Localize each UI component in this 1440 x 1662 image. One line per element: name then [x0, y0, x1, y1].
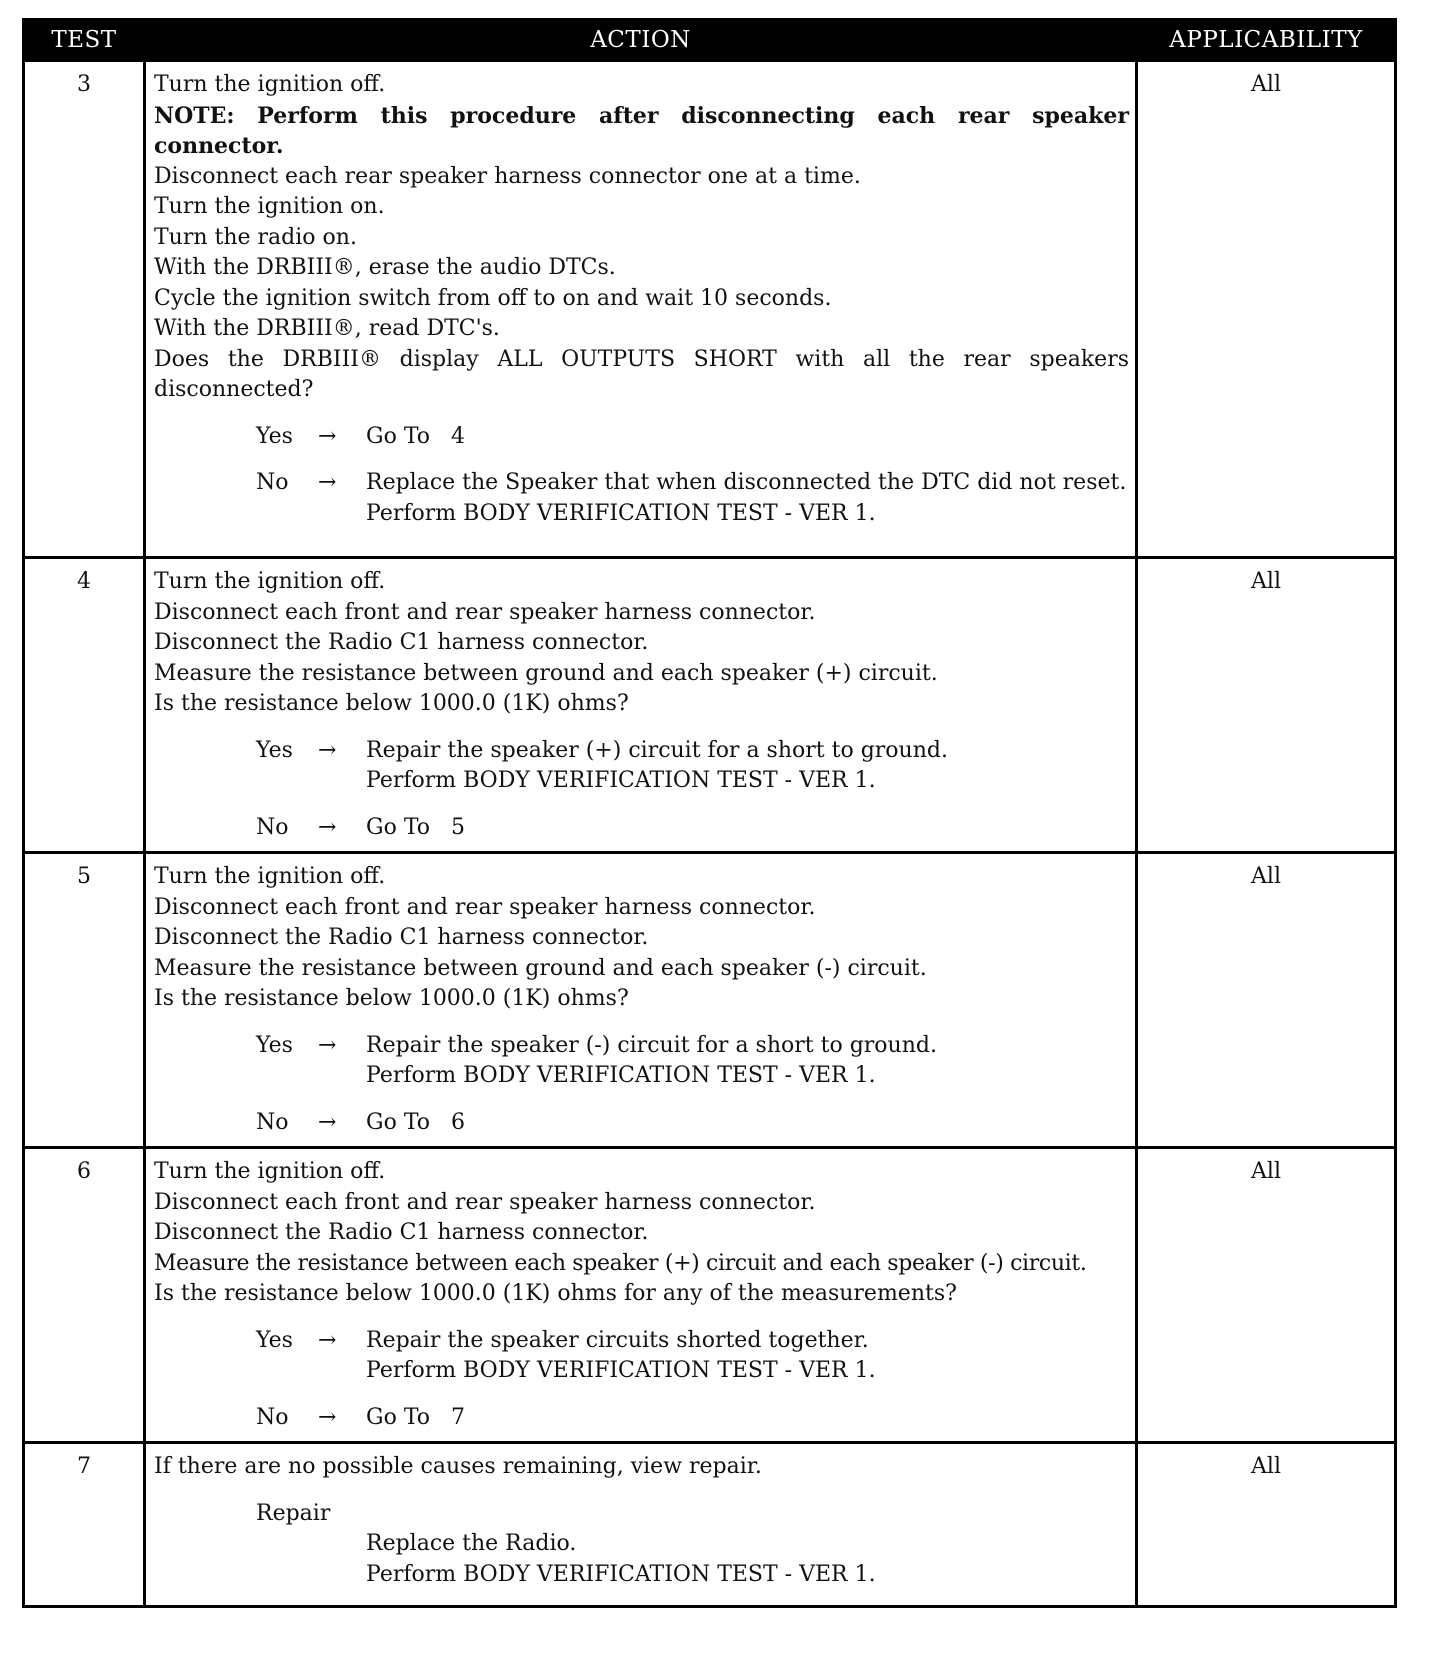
action-cell — [145, 558, 1137, 853]
yes-answer — [154, 1326, 1129, 1387]
no-text — [366, 1108, 1129, 1139]
action-line: Disconnect the Radio C1 harness connector. — [154, 630, 649, 655]
yes-label: Yes — [256, 1032, 293, 1058]
no-text — [366, 468, 1129, 529]
test-row-5 — [24, 853, 1396, 1148]
applicability-cell: All — [1137, 558, 1396, 853]
action-line: Cycle the ignition switch from off to on and wait 10 seconds. — [154, 285, 832, 311]
action-line: Disconnect each front and rear speaker harness connector. — [154, 1189, 816, 1215]
answer-line: Go To 6 — [366, 1109, 465, 1135]
action-line: Turn the radio on. — [154, 224, 357, 250]
action-cell — [145, 61, 1137, 558]
action-line: Turn the ignition on. — [154, 194, 385, 219]
no-label: No — [256, 470, 289, 495]
test-number: 5 — [24, 853, 145, 1148]
yes-answer — [154, 736, 1129, 797]
right-arrow-icon: → — [318, 1109, 337, 1135]
right-arrow-icon: → — [318, 1327, 337, 1353]
action-question: Is the resistance below 1000.0 (1K) ohms for any of the measurements? — [154, 1281, 957, 1306]
answer-line: Perform BODY VERIFICATION TEST - VER 1. — [366, 1063, 876, 1088]
no-label: No — [256, 1109, 289, 1135]
action-line: Disconnect each rear speaker harness connector one at a time. — [154, 163, 861, 189]
answer-line: Perform BODY VERIFICATION TEST - VER 1. — [366, 1358, 876, 1383]
action-line: With the DRBIII®, erase the audio DTCs. — [154, 255, 616, 280]
yes-text — [366, 1326, 1129, 1387]
action-line: Turn the ignition off. — [154, 72, 386, 97]
yes-text — [366, 736, 1129, 797]
no-answer — [154, 1403, 1129, 1434]
answer-line: Repair the speaker circuits shorted together. — [366, 1327, 869, 1353]
yes-text — [366, 1031, 1129, 1092]
action-line: Disconnect the Radio C1 harness connector. — [154, 925, 649, 950]
repair-label: Repair — [256, 1500, 331, 1526]
answer-line: Repair the speaker (-) circuit for a short to ground. — [366, 1032, 937, 1058]
repair-line: Perform BODY VERIFICATION TEST - VER 1. — [366, 1561, 876, 1587]
yes-answer — [154, 1031, 1129, 1092]
test-row-4 — [24, 558, 1396, 853]
answer-line: Go To 4 — [366, 423, 465, 449]
right-arrow-icon: → — [318, 737, 337, 763]
answer-line: Go To 7 — [366, 1404, 465, 1430]
no-answer — [154, 813, 1129, 844]
action-line: Measure the resistance between each speaker (+) circuit and each speaker (-) circuit. — [154, 1250, 1087, 1276]
answer-line: Replace the Speaker that when disconnected the DTC did not reset. — [366, 470, 1127, 495]
right-arrow-icon: → — [318, 1404, 337, 1430]
repair-line: Replace the Radio. — [366, 1531, 577, 1556]
answer-line: Perform BODY VERIFICATION TEST - VER 1. — [366, 500, 876, 526]
diagnostic-table — [22, 18, 1397, 1608]
header-test: TEST — [24, 20, 145, 61]
applicability-cell: All — [1137, 853, 1396, 1148]
no-text — [366, 1403, 1129, 1434]
repair-steps — [366, 1529, 1129, 1590]
yes-answer — [154, 422, 1129, 453]
action-line: Turn the ignition off. — [154, 1159, 386, 1184]
action-cell — [145, 1443, 1137, 1607]
header-row — [24, 20, 1396, 61]
applicability-cell: All — [1137, 1443, 1396, 1607]
action-line: With the DRBIII®, read DTC's. — [154, 316, 500, 341]
note-text: NOTE: Perform this procedure after disconnecting each rear speaker connector. — [154, 102, 1129, 159]
right-arrow-icon: → — [318, 1032, 337, 1058]
action-line: Disconnect each front and rear speaker harness connector. — [154, 599, 816, 625]
header-applicability: APPLICABILITY — [1137, 20, 1396, 61]
action-question: Is the resistance below 1000.0 (1K) ohms? — [154, 986, 629, 1011]
action-line: Measure the resistance between ground and each speaker (-) circuit. — [154, 955, 927, 981]
right-arrow-icon: → — [318, 423, 337, 449]
applicability-cell: All — [1137, 1148, 1396, 1443]
no-answer — [154, 1108, 1129, 1139]
action-cell — [145, 1148, 1137, 1443]
yes-text — [366, 422, 1129, 453]
no-text — [366, 813, 1129, 844]
action-line: Disconnect the Radio C1 harness connector. — [154, 1220, 649, 1245]
answer-line: Repair the speaker (+) circuit for a short to ground. — [366, 737, 948, 763]
action-line: Measure the resistance between ground and each speaker (+) circuit. — [154, 660, 938, 686]
yes-label: Yes — [256, 1327, 293, 1353]
action-question: Is the resistance below 1000.0 (1K) ohms? — [154, 691, 629, 716]
answer-line: Go To 5 — [366, 814, 465, 840]
right-arrow-icon: → — [318, 470, 337, 495]
action-line: If there are no possible causes remaining, view repair. — [154, 1454, 762, 1479]
no-answer — [154, 468, 1129, 529]
test-number: 4 — [24, 558, 145, 853]
yes-label: Yes — [256, 737, 293, 763]
header-action: ACTION — [145, 20, 1137, 61]
no-label: No — [256, 814, 289, 840]
test-row-7 — [24, 1443, 1396, 1607]
no-label: No — [256, 1404, 289, 1430]
test-row-3 — [24, 61, 1396, 558]
test-number: 7 — [24, 1443, 145, 1607]
action-question: Does the DRBIII® display ALL OUTPUTS SHORT with all the rear speakers disconnected? — [154, 346, 1129, 402]
yes-label: Yes — [256, 423, 293, 449]
answer-line: Perform BODY VERIFICATION TEST - VER 1. — [366, 768, 876, 793]
action-line: Turn the ignition off. — [154, 864, 386, 889]
test-number: 3 — [24, 61, 145, 558]
right-arrow-icon: → — [318, 814, 337, 840]
action-line: Turn the ignition off. — [154, 569, 386, 594]
test-number: 6 — [24, 1148, 145, 1443]
action-line: Disconnect each front and rear speaker harness connector. — [154, 894, 816, 920]
action-cell — [145, 853, 1137, 1148]
test-row-6 — [24, 1148, 1396, 1443]
applicability-cell: All — [1137, 61, 1396, 558]
